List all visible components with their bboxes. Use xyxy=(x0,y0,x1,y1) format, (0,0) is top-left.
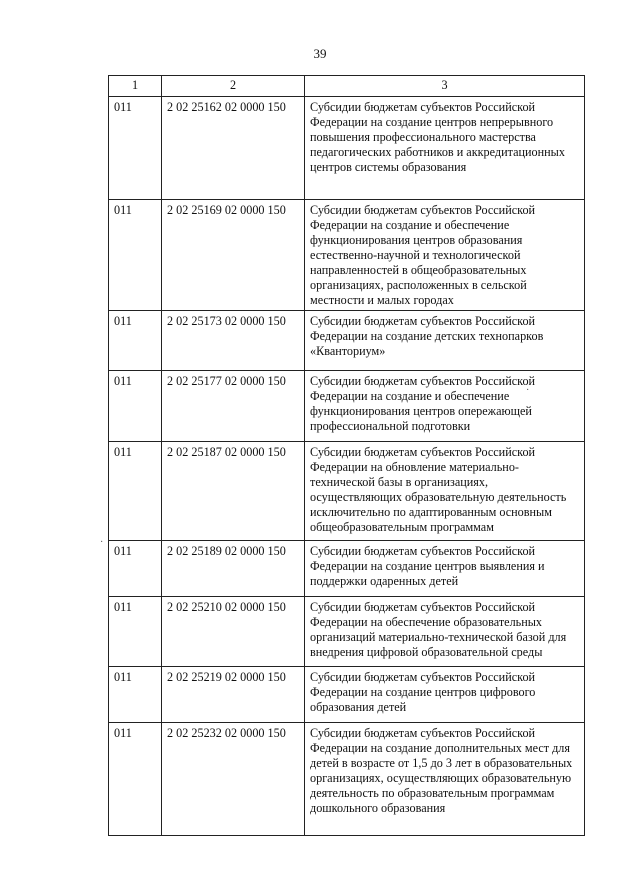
table-row xyxy=(109,200,585,311)
description-cell: Субсидии бюджетам субъектов Российской Федерации на создание центров выявления и поддержки одаренных детей xyxy=(305,541,585,597)
description-cell: Субсидии бюджетам субъектов Российской Федерации на создание и обеспечение функционирования центров опережающей профессиональной подготовки xyxy=(305,371,585,442)
header-column-1: 1 xyxy=(109,76,162,97)
table-row xyxy=(109,667,585,723)
description-cell: Субсидии бюджетам субъектов Российской Федерации на обеспечение образовательных организаций материально-технической базой для внедрения цифровой образовательной среды xyxy=(305,597,585,667)
kbk-code-cell: 2 02 25173 02 0000 150 xyxy=(162,311,305,371)
header-column-3: 3 xyxy=(305,76,585,97)
revenue-codes-table xyxy=(108,75,585,836)
header-column-2: 2 xyxy=(162,76,305,97)
admin-code-cell: 011 xyxy=(109,97,162,200)
table-row xyxy=(109,311,585,371)
table-row xyxy=(109,541,585,597)
table-row xyxy=(109,597,585,667)
description-cell: Субсидии бюджетам субъектов Российской Федерации на обновление материально-технической базы в организациях, осуществляющих образовательную деятельность исключительно по адаптированным основным общеобразовательным программам xyxy=(305,442,585,541)
table-row xyxy=(109,442,585,541)
table-row xyxy=(109,723,585,836)
admin-code-cell: 011 xyxy=(109,200,162,311)
description-cell: Субсидии бюджетам субъектов Российской Федерации на создание детских технопарков «Кванториум» xyxy=(305,311,585,371)
table-row xyxy=(109,97,585,200)
admin-code-cell: 011 xyxy=(109,597,162,667)
scan-speck-mark: · xyxy=(526,385,530,396)
kbk-code-cell: 2 02 25232 02 0000 150 xyxy=(162,723,305,836)
table-row xyxy=(109,371,585,442)
admin-code-cell: 011 xyxy=(109,442,162,541)
kbk-code-cell: 2 02 25189 02 0000 150 xyxy=(162,541,305,597)
kbk-code-cell: 2 02 25219 02 0000 150 xyxy=(162,667,305,723)
kbk-code-cell: 2 02 25210 02 0000 150 xyxy=(162,597,305,667)
table-body xyxy=(109,97,585,836)
description-cell: Субсидии бюджетам субъектов Российской Федерации на создание центров цифрового образования детей xyxy=(305,667,585,723)
scan-speck-mark: · xyxy=(100,537,104,548)
admin-code-cell: 011 xyxy=(109,667,162,723)
kbk-code-cell: 2 02 25187 02 0000 150 xyxy=(162,442,305,541)
kbk-code-cell: 2 02 25162 02 0000 150 xyxy=(162,97,305,200)
header-row xyxy=(109,76,585,97)
kbk-code-cell: 2 02 25169 02 0000 150 xyxy=(162,200,305,311)
admin-code-cell: 011 xyxy=(109,371,162,442)
admin-code-cell: 011 xyxy=(109,541,162,597)
admin-code-cell: 011 xyxy=(109,723,162,836)
description-cell: Субсидии бюджетам субъектов Российской Федерации на создание и обеспечение функционирования центров образования естественно-научной и технологической направленностей в общеобразовательных организациях, расположенных в сельской местности и малых городах xyxy=(305,200,585,311)
description-cell: Субсидии бюджетам субъектов Российской Федерации на создание дополнительных мест для детей в возрасте от 1,5 до 3 лет в образовательных организациях, осуществляющих образовательную деятельность по образовательным программам дошкольного образования xyxy=(305,723,585,836)
description-cell: Субсидии бюджетам субъектов Российской Федерации на создание центров непрерывного повышения профессионального мастерства педагогических работников и аккредитационных центров системы образования xyxy=(305,97,585,200)
page-number: 39 xyxy=(313,46,327,61)
admin-code-cell: 011 xyxy=(109,311,162,371)
kbk-code-cell: 2 02 25177 02 0000 150 xyxy=(162,371,305,442)
table-header xyxy=(109,76,585,97)
